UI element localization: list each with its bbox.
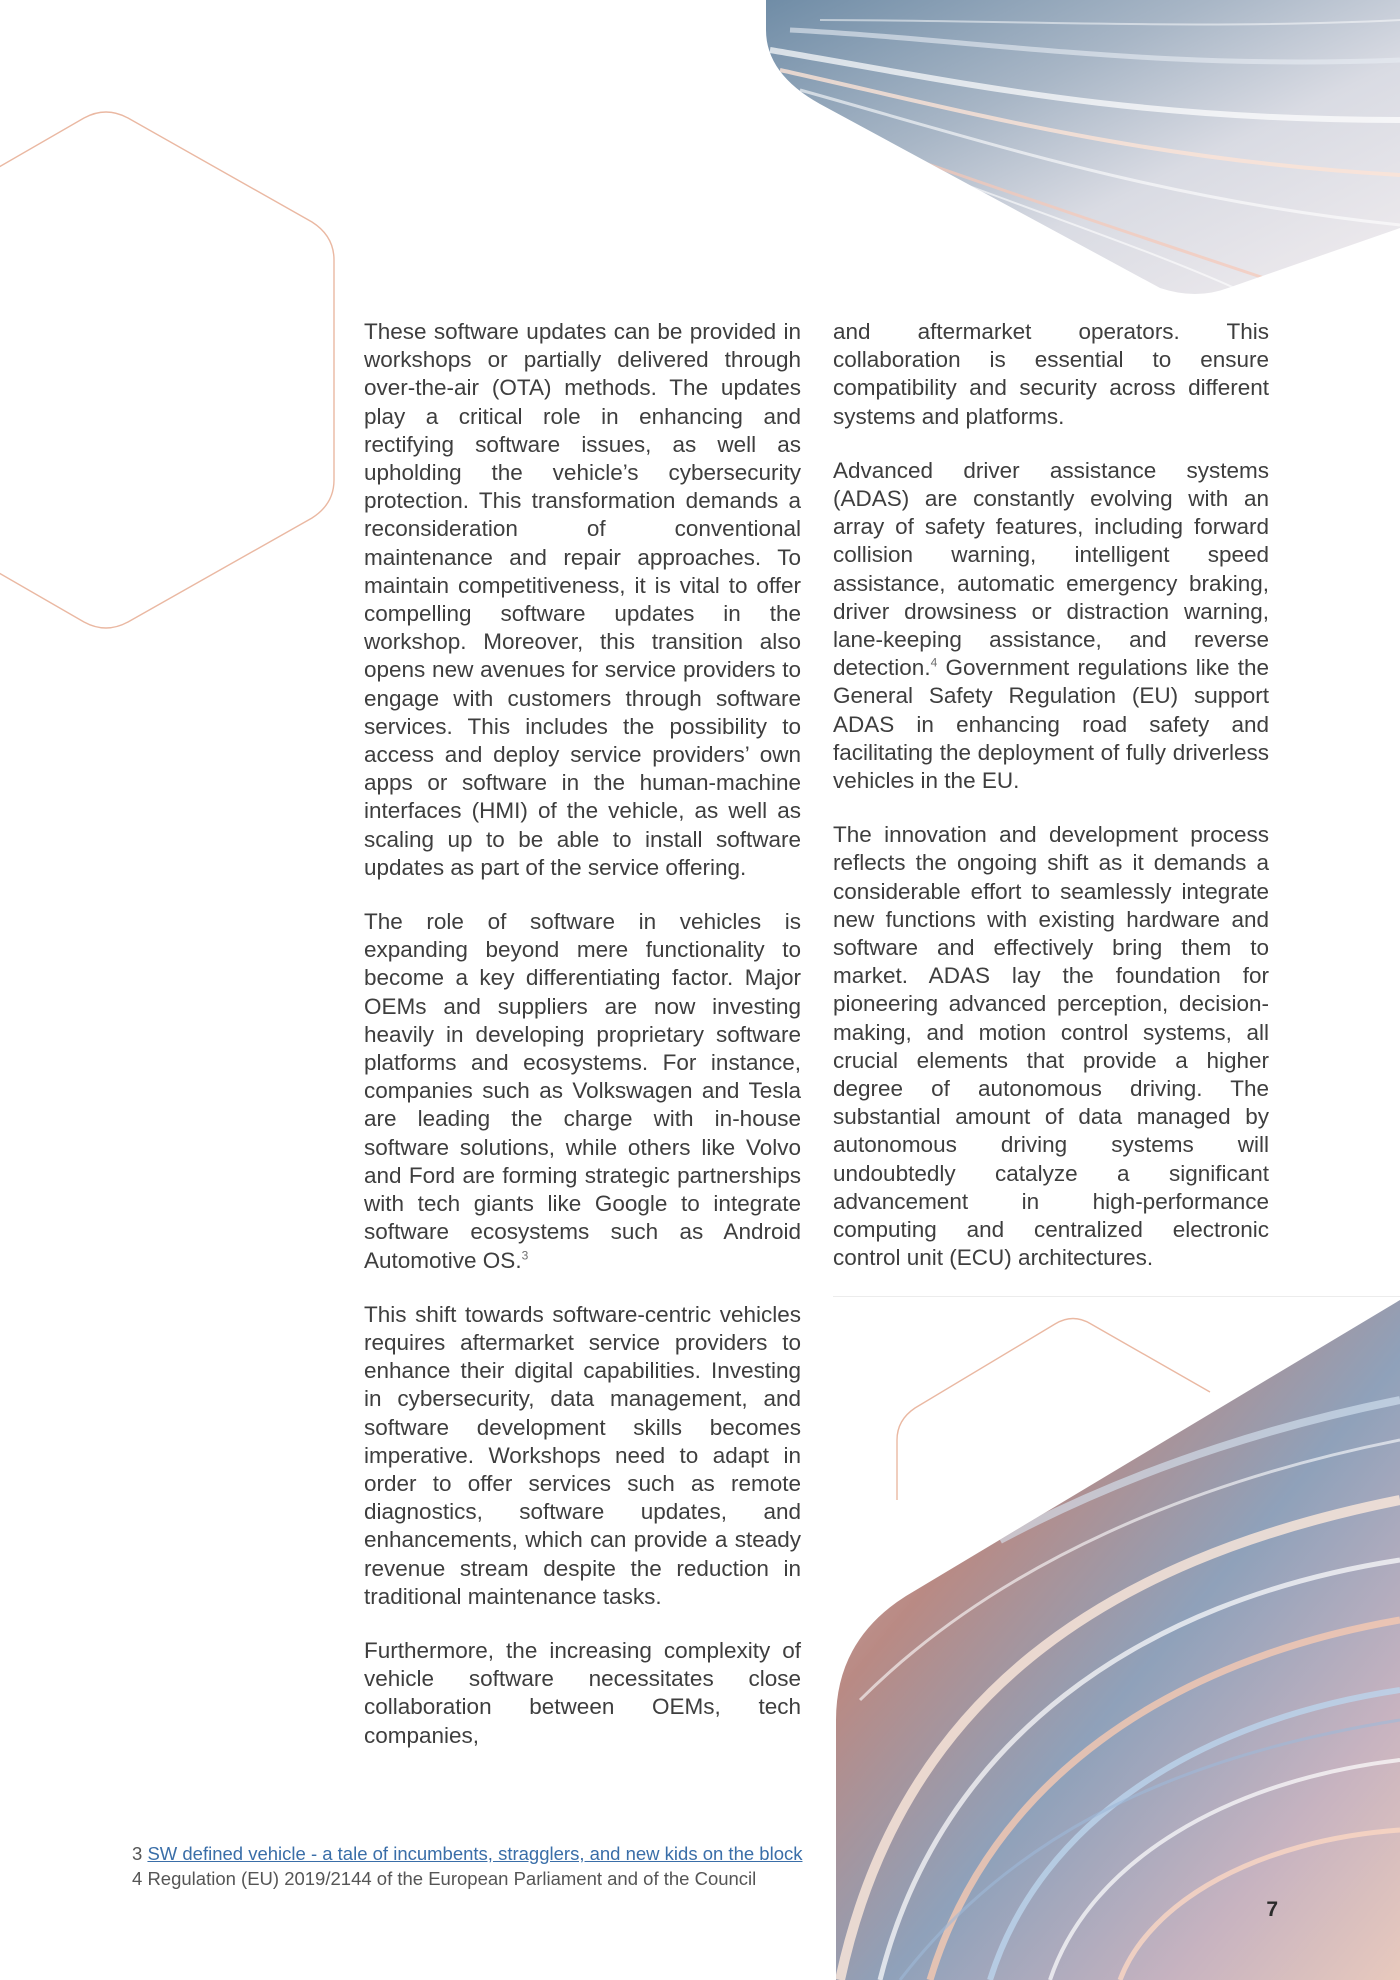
paragraph: Furthermore, the increasing complexity of vehicle software necessitates close collaboration between OEMs, tech companies, xyxy=(364,1637,801,1748)
paragraph: This shift towards software-centric vehicles requires aftermarket service providers to enhance their digital capabilities. Investing in cybersecurity, data management, and software development skills becomes imperative. Workshops need to adapt in order to offer services such as remote diagnostics, software updates, and enhancements, which can provide a steady revenue stream despite the reduction in traditional maintenance tasks. xyxy=(364,1301,801,1609)
footnote-link[interactable]: SW defined vehicle - a tale of incumbents, stragglers, and new kids on the block xyxy=(147,1843,803,1864)
paragraph xyxy=(364,908,801,1275)
footnote-text: Regulation (EU) 2019/2144 of the European Parliament and of the Council xyxy=(147,1868,757,1889)
footnote xyxy=(132,1866,802,1891)
body-column-left xyxy=(364,318,801,1776)
footnote-ref: 4 xyxy=(930,655,938,670)
paragraph-text: The role of software in vehicles is expanding beyond mere functionality to become a key differentiating factor. Major OEMs and suppliers are now investing heavily in developing proprietary software platforms and ecosystems. For instance, companies such as Volkswagen and Tesla are leading the charge with in-house software solutions, while others like Volvo and Ford are forming strategic partnerships with tech giants like Google to integrate software ecosystems such as Android Automotive OS. xyxy=(364,909,801,1273)
footnote xyxy=(132,1841,802,1866)
paragraph: These software updates can be provided in workshops or partially delivered through over-the-air (OTA) methods. The updates play a critical role in enhancing and rectifying software issues, as well as upholding the vehicle’s cybersecurity protection. This transformation demands a reconsideration of conventional maintenance and repair approaches. To maintain competitiveness, it is vital to offer compelling software updates in the workshop. Moreover, this transition also opens new avenues for service providers to engage with customers through software services. This includes the possibility to access and deploy service providers’ own apps or software in the human-machine interfaces (HMI) of the vehicle, as well as scaling up to be able to install software updates as part of the service offering. xyxy=(364,319,801,880)
paragraph-text: Advanced driver assistance systems (ADAS) are constantly evolving with an array of safety features, including forward collision warning, intelligent speed assistance, automatic emergency braking, driver drowsiness or distraction warning, lane-keeping assistance, and reverse detection. xyxy=(833,457,1269,681)
footnote-ref: 3 xyxy=(521,1248,529,1262)
footnote-number: 4 xyxy=(132,1868,143,1889)
page-number: 7 xyxy=(1266,1898,1278,1921)
paragraph-text: Government regulations like the General Safety Regulation (EU) support ADAS in enhancing road safety and facilitating the deployment of fully driverless vehicles in the EU. xyxy=(833,655,1269,794)
paragraph: and aftermarket operators. This collaboration is essential to ensure compatibility and security across different systems and platforms. xyxy=(833,319,1269,429)
body-column-right xyxy=(833,318,1269,1299)
paragraph: The innovation and development process reflects the ongoing shift as it demands a considerable effort to seamlessly integrate new functions with existing hardware and software and effectively bring them to market. ADAS lay the foundation for pioneering advanced perception, decision-making, and motion control systems, all crucial elements that provide a higher degree of autonomous driving. The substantial amount of data managed by autonomous driving systems will undoubtedly catalyze a significant advancement in high-performance computing and centralized electronic control unit (ECU) architectures. xyxy=(833,822,1269,1271)
divider xyxy=(833,1296,1400,1297)
footnotes xyxy=(132,1841,802,1891)
footnote-number: 3 xyxy=(132,1843,143,1864)
paragraph xyxy=(833,457,1269,795)
